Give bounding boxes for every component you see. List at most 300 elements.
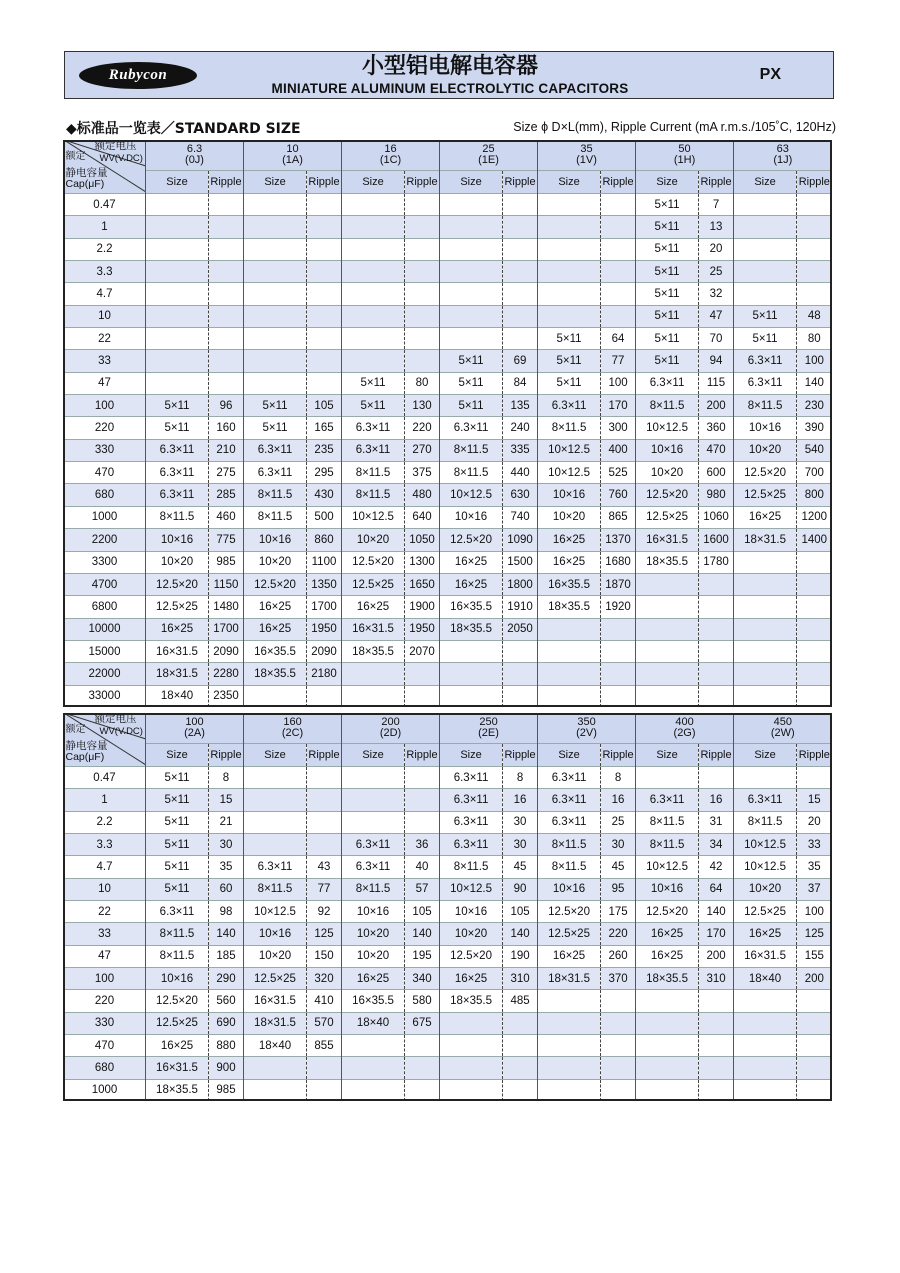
ripple-cell: 125: [797, 923, 832, 945]
size-cell: 5×11: [342, 395, 405, 417]
table-row: [64, 945, 832, 967]
size-cell: 6.3×11: [538, 767, 601, 789]
size-cell: 8×11.5: [440, 439, 503, 461]
capacitance-cell: 330: [64, 439, 146, 461]
ripple-cell: [797, 1057, 832, 1079]
size-cell: [342, 1057, 405, 1079]
size-cell: 10×12.5: [244, 901, 307, 923]
size-cell: 10×20: [146, 551, 209, 573]
ripple-column-header: Ripple: [307, 744, 342, 767]
table-row: [64, 663, 832, 685]
rated-voltage: 35: [580, 143, 593, 155]
size-cell: [342, 261, 405, 283]
size-cell: [342, 238, 405, 260]
size-cell: [538, 1035, 601, 1057]
ripple-cell: [699, 685, 734, 707]
size-cell: 16×25: [146, 618, 209, 640]
ripple-column-header: Ripple: [699, 744, 734, 767]
ripple-cell: 775: [209, 529, 244, 551]
ripple-cell: 95: [601, 878, 636, 900]
capacitance-cell: 33: [64, 923, 146, 945]
ripple-cell: [797, 990, 832, 1012]
ripple-cell: 485: [503, 990, 538, 1012]
size-cell: 5×11: [636, 238, 699, 260]
table-row: [64, 328, 832, 350]
ripple-cell: 220: [405, 417, 440, 439]
size-cell: [342, 767, 405, 789]
capacitance-cell: 3300: [64, 551, 146, 573]
ripple-cell: 1400: [797, 529, 832, 551]
ripple-cell: 15: [797, 789, 832, 811]
ripple-cell: 125: [307, 923, 342, 945]
table-row: [64, 1012, 832, 1034]
ripple-cell: 985: [209, 551, 244, 573]
size-cell: [538, 216, 601, 238]
size-cell: [636, 1057, 699, 1079]
size-cell: 5×11: [146, 767, 209, 789]
size-cell: 10×20: [734, 439, 797, 461]
ripple-column-header: Ripple: [405, 171, 440, 194]
size-cell: [146, 350, 209, 372]
size-cell: 16×25: [734, 506, 797, 528]
size-cell: 6.3×11: [146, 462, 209, 484]
size-cell: 16×25: [538, 945, 601, 967]
size-cell: 18×35.5: [440, 618, 503, 640]
ripple-cell: [503, 663, 538, 685]
ripple-cell: 25: [601, 811, 636, 833]
voltage-header: [636, 713, 734, 744]
table-row: [64, 305, 832, 327]
capacitance-cell: 100: [64, 395, 146, 417]
rated-voltage: 6.3: [186, 143, 203, 155]
voltage-code: (2D): [379, 727, 402, 739]
ripple-cell: 69: [503, 350, 538, 372]
capacitance-cell: 33: [64, 350, 146, 372]
ripple-cell: 300: [601, 417, 636, 439]
size-cell: [734, 990, 797, 1012]
size-cell: 10×12.5: [538, 462, 601, 484]
ripple-cell: 64: [699, 878, 734, 900]
size-cell: 6.3×11: [734, 350, 797, 372]
ripple-cell: [307, 1057, 342, 1079]
ripple-cell: 140: [699, 901, 734, 923]
size-cell: 16×35.5: [342, 990, 405, 1012]
voltage-code: (2C): [281, 727, 304, 739]
ripple-cell: [601, 283, 636, 305]
voltage-header: [244, 140, 342, 171]
corner-rated-label: 额定: [65, 151, 86, 162]
table-row: [64, 1035, 832, 1057]
size-column-header: Size: [244, 171, 307, 194]
ripple-cell: [601, 194, 636, 216]
size-cell: [734, 238, 797, 260]
table-row: [64, 573, 832, 595]
size-cell: 10×16: [146, 529, 209, 551]
size-cell: 18×35.5: [244, 663, 307, 685]
size-cell: 8×11.5: [538, 417, 601, 439]
size-cell: [146, 305, 209, 327]
size-column-header: Size: [342, 171, 405, 194]
size-cell: [538, 618, 601, 640]
ripple-cell: 1900: [405, 596, 440, 618]
ripple-cell: [405, 283, 440, 305]
size-cell: [342, 663, 405, 685]
size-cell: 6.3×11: [734, 372, 797, 394]
ripple-cell: [699, 573, 734, 595]
ripple-cell: 21: [209, 811, 244, 833]
ripple-cell: 275: [209, 462, 244, 484]
ripple-cell: 15: [209, 789, 244, 811]
size-cell: [636, 640, 699, 662]
ripple-cell: 34: [699, 834, 734, 856]
size-cell: 16×31.5: [146, 640, 209, 662]
ripple-cell: 175: [601, 901, 636, 923]
voltage-code: (2A): [184, 727, 205, 739]
voltage-header: [440, 140, 538, 171]
ripple-cell: 500: [307, 506, 342, 528]
size-cell: 6.3×11: [342, 417, 405, 439]
size-column-header: Size: [146, 744, 209, 767]
rated-voltage: 100: [185, 716, 204, 728]
size-cell: [734, 685, 797, 707]
size-cell: [146, 216, 209, 238]
ripple-cell: 37: [797, 878, 832, 900]
voltage-header: [538, 140, 636, 171]
size-cell: 18×35.5: [440, 990, 503, 1012]
size-cell: 5×11: [440, 372, 503, 394]
ripple-cell: 1950: [307, 618, 342, 640]
capacitance-cell: 330: [64, 1012, 146, 1034]
table-row: [64, 968, 832, 990]
size-cell: 18×40: [244, 1035, 307, 1057]
size-cell: 8×11.5: [146, 506, 209, 528]
size-cell: [538, 990, 601, 1012]
ripple-cell: [699, 640, 734, 662]
ripple-cell: 64: [601, 328, 636, 350]
ripple-cell: [209, 194, 244, 216]
size-cell: [244, 194, 307, 216]
size-cell: [244, 685, 307, 707]
ripple-column-header: Ripple: [209, 171, 244, 194]
size-cell: [538, 194, 601, 216]
ripple-cell: [405, 767, 440, 789]
corner-rated-label: 额定: [65, 724, 86, 735]
table-row: [64, 350, 832, 372]
ripple-cell: [699, 1079, 734, 1101]
voltage-code: (1V): [576, 154, 597, 166]
ripple-cell: 105: [307, 395, 342, 417]
ripple-cell: 335: [503, 439, 538, 461]
size-cell: [734, 767, 797, 789]
rated-voltage: 400: [675, 716, 694, 728]
size-cell: 5×11: [636, 305, 699, 327]
ripple-cell: [405, 1035, 440, 1057]
ripple-column-header: Ripple: [503, 744, 538, 767]
table-row: [64, 194, 832, 216]
ripple-cell: [503, 1079, 538, 1101]
ripple-cell: [699, 1012, 734, 1034]
ripple-cell: [209, 283, 244, 305]
size-cell: 12.5×20: [538, 901, 601, 923]
size-cell: [440, 1079, 503, 1101]
ripple-cell: [503, 1012, 538, 1034]
title-chinese: 小型铝电解电容器: [361, 54, 538, 79]
size-cell: [440, 216, 503, 238]
corner-cap-cn: 静电容量: [65, 740, 108, 752]
ripple-cell: 740: [503, 506, 538, 528]
ripple-cell: [307, 261, 342, 283]
size-cell: 5×11: [636, 216, 699, 238]
ripple-cell: 900: [209, 1057, 244, 1079]
ripple-cell: 360: [699, 417, 734, 439]
ripple-cell: [797, 283, 832, 305]
ripple-cell: 30: [601, 834, 636, 856]
size-column-header: Size: [734, 744, 797, 767]
table-row: [64, 596, 832, 618]
size-cell: [636, 990, 699, 1012]
ripple-cell: [503, 685, 538, 707]
size-cell: [734, 663, 797, 685]
ripple-cell: [601, 1079, 636, 1101]
ripple-cell: [405, 789, 440, 811]
ripple-cell: 100: [601, 372, 636, 394]
size-cell: 5×11: [146, 417, 209, 439]
size-cell: [342, 194, 405, 216]
ripple-cell: 1060: [699, 506, 734, 528]
size-cell: 5×11: [636, 328, 699, 350]
ripple-cell: [601, 663, 636, 685]
table-row: [64, 484, 832, 506]
ripple-cell: [601, 640, 636, 662]
table-row: [64, 283, 832, 305]
ripple-cell: [307, 1079, 342, 1101]
ripple-cell: [209, 238, 244, 260]
ripple-cell: 220: [601, 923, 636, 945]
ripple-cell: 8: [503, 767, 538, 789]
size-column-header: Size: [146, 171, 209, 194]
table-row: [64, 439, 832, 461]
size-ripple-header-row: [64, 744, 832, 767]
size-cell: [440, 640, 503, 662]
table-row: [64, 618, 832, 640]
ripple-cell: 16: [601, 789, 636, 811]
size-cell: [440, 685, 503, 707]
size-cell: [440, 1012, 503, 1034]
size-cell: [734, 1012, 797, 1034]
size-cell: 10×16: [440, 901, 503, 923]
ripple-cell: [405, 216, 440, 238]
size-cell: 16×31.5: [636, 529, 699, 551]
size-cell: [342, 283, 405, 305]
table-row: [64, 372, 832, 394]
capacitance-cell: 4.7: [64, 856, 146, 878]
table-row: [64, 685, 832, 707]
ripple-cell: [209, 350, 244, 372]
ripple-cell: 100: [797, 901, 832, 923]
table-row: [64, 261, 832, 283]
ripple-cell: [405, 261, 440, 283]
ripple-cell: [797, 551, 832, 573]
size-cell: [440, 1035, 503, 1057]
size-cell: 5×11: [146, 395, 209, 417]
ripple-cell: 35: [797, 856, 832, 878]
size-cell: 16×25: [636, 945, 699, 967]
ripple-cell: [503, 1035, 538, 1057]
ripple-cell: 2180: [307, 663, 342, 685]
voltage-header: [734, 140, 832, 171]
ripple-cell: [601, 261, 636, 283]
voltage-code: (2W): [770, 727, 795, 739]
size-cell: 18×35.5: [538, 596, 601, 618]
size-cell: [342, 350, 405, 372]
voltage-header-row: [64, 140, 832, 171]
ripple-cell: 880: [209, 1035, 244, 1057]
ripple-cell: 31: [699, 811, 734, 833]
size-cell: [636, 1012, 699, 1034]
ripple-cell: [797, 238, 832, 260]
capacitance-cell: 10000: [64, 618, 146, 640]
voltage-code: (0J): [185, 154, 204, 166]
size-cell: 10×16: [342, 901, 405, 923]
size-cell: 10×16: [440, 506, 503, 528]
ripple-cell: [307, 238, 342, 260]
size-cell: 6.3×11: [146, 901, 209, 923]
ripple-cell: 35: [209, 856, 244, 878]
ripple-cell: [307, 328, 342, 350]
size-cell: [636, 685, 699, 707]
corner-cap-cn: 静电容量: [65, 167, 108, 179]
ripple-cell: 190: [503, 945, 538, 967]
ripple-cell: [503, 640, 538, 662]
corner-voltage-en: WV(V.DC): [99, 726, 143, 737]
size-column-header: Size: [440, 171, 503, 194]
size-cell: [636, 1035, 699, 1057]
ripple-column-header: Ripple: [503, 171, 538, 194]
rated-voltage: 63: [776, 143, 789, 155]
ripple-cell: 865: [601, 506, 636, 528]
ripple-cell: 130: [405, 395, 440, 417]
capacitance-cell: 1000: [64, 1079, 146, 1101]
size-cell: 5×11: [146, 834, 209, 856]
ripple-cell: 230: [797, 395, 832, 417]
ripple-cell: 48: [797, 305, 832, 327]
table-row: [64, 417, 832, 439]
size-cell: 5×11: [538, 372, 601, 394]
size-cell: [440, 261, 503, 283]
ripple-cell: [503, 283, 538, 305]
ripple-cell: 185: [209, 945, 244, 967]
standard-size-table-high-voltage: [63, 713, 832, 1101]
voltage-code: (1C): [379, 154, 402, 166]
ripple-cell: 235: [307, 439, 342, 461]
size-cell: [734, 1079, 797, 1101]
size-cell: [636, 618, 699, 640]
voltage-header: [244, 713, 342, 744]
size-cell: 18×40: [342, 1012, 405, 1034]
ripple-cell: 30: [209, 834, 244, 856]
size-cell: [538, 283, 601, 305]
ripple-cell: 295: [307, 462, 342, 484]
capacitance-cell: 2200: [64, 529, 146, 551]
size-cell: 6.3×11: [538, 811, 601, 833]
corner-cap-en: Cap(μF): [65, 178, 105, 190]
ripple-cell: 1200: [797, 506, 832, 528]
size-cell: 10×20: [342, 945, 405, 967]
size-cell: [538, 238, 601, 260]
size-cell: 5×11: [538, 328, 601, 350]
rated-voltage: 50: [678, 143, 691, 155]
capacitance-cell: 4.7: [64, 283, 146, 305]
voltage-header: [440, 713, 538, 744]
ripple-cell: [405, 1079, 440, 1101]
size-column-header: Size: [342, 744, 405, 767]
ripple-cell: 43: [307, 856, 342, 878]
table-row: [64, 238, 832, 260]
ripple-cell: [797, 1079, 832, 1101]
size-cell: 16×35.5: [440, 596, 503, 618]
table-row: [64, 506, 832, 528]
size-cell: [244, 789, 307, 811]
ripple-cell: 8: [601, 767, 636, 789]
size-column-header: Size: [440, 744, 503, 767]
rated-voltage: 10: [286, 143, 299, 155]
size-cell: 18×35.5: [636, 551, 699, 573]
ripple-cell: [405, 685, 440, 707]
size-cell: 6.3×11: [636, 789, 699, 811]
rated-voltage: 16: [384, 143, 397, 155]
ripple-cell: [209, 261, 244, 283]
ripple-cell: 160: [209, 417, 244, 439]
size-cell: 5×11: [734, 328, 797, 350]
size-cell: 5×11: [440, 350, 503, 372]
size-cell: [538, 261, 601, 283]
ripple-cell: 860: [307, 529, 342, 551]
size-cell: 8×11.5: [342, 878, 405, 900]
ripple-cell: 1780: [699, 551, 734, 573]
rated-voltage: 25: [482, 143, 495, 155]
ripple-cell: 260: [601, 945, 636, 967]
size-column-header: Size: [538, 744, 601, 767]
voltage-header: [146, 140, 244, 171]
size-cell: 6.3×11: [538, 789, 601, 811]
voltage-header: [342, 140, 440, 171]
capacitance-cell: 1000: [64, 506, 146, 528]
capacitance-cell: 220: [64, 990, 146, 1012]
size-cell: 16×25: [440, 968, 503, 990]
ripple-column-header: Ripple: [797, 171, 832, 194]
ripple-cell: 1700: [307, 596, 342, 618]
size-cell: [244, 216, 307, 238]
ripple-cell: 310: [503, 968, 538, 990]
ripple-cell: 42: [699, 856, 734, 878]
capacitance-cell: 47: [64, 945, 146, 967]
size-cell: 8×11.5: [636, 811, 699, 833]
ripple-cell: 77: [601, 350, 636, 372]
size-cell: [734, 551, 797, 573]
ripple-cell: [405, 1057, 440, 1079]
size-cell: [538, 685, 601, 707]
size-cell: 12.5×25: [244, 968, 307, 990]
ripple-cell: 240: [503, 417, 538, 439]
standard-size-table-low-voltage: [63, 140, 832, 707]
size-cell: 10×20: [342, 923, 405, 945]
size-cell: 10×16: [734, 417, 797, 439]
ripple-cell: 16: [699, 789, 734, 811]
size-cell: 12.5×20: [440, 945, 503, 967]
ripple-cell: 98: [209, 901, 244, 923]
ripple-cell: [797, 261, 832, 283]
capacitance-cell: 470: [64, 462, 146, 484]
